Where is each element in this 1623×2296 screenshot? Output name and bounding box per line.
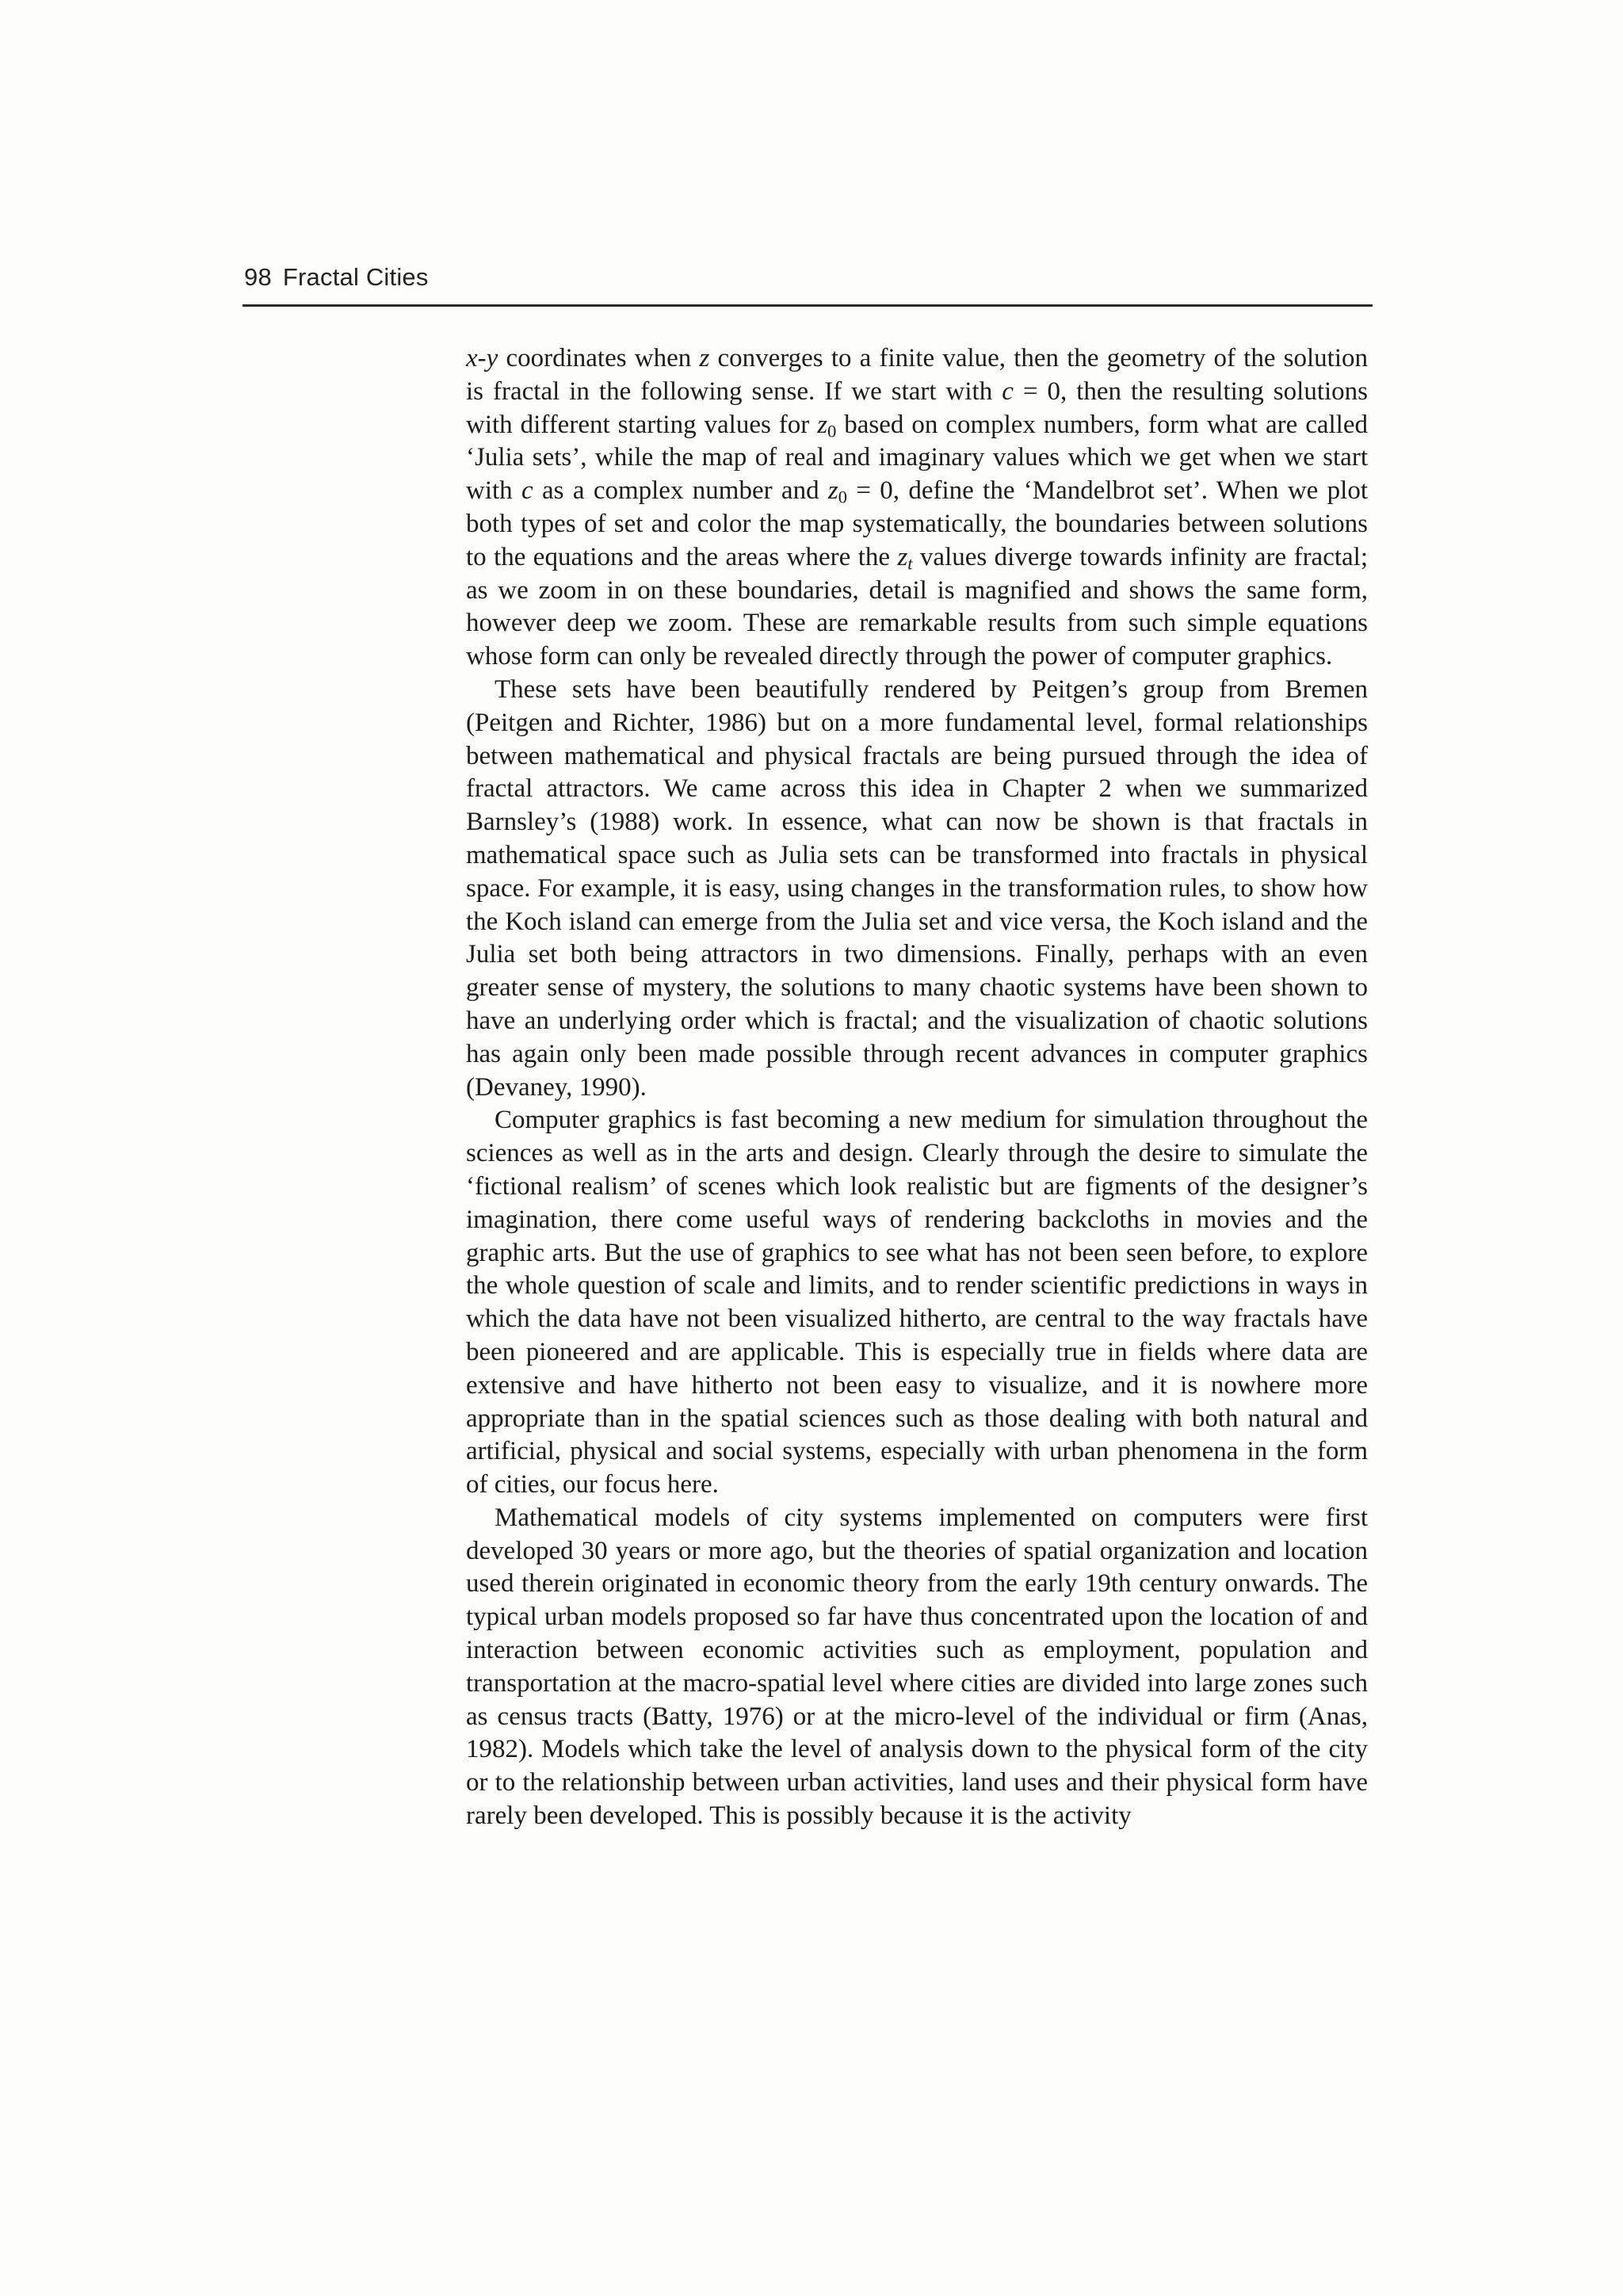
math-variable: c xyxy=(1002,376,1014,406)
running-head xyxy=(244,263,429,292)
math-variable: z xyxy=(897,542,908,571)
text-run: coordinates when xyxy=(498,344,700,372)
text-run: These sets have been beautifully rendered by Peitgen’s group from Bremen (Peitgen and Richter, 1986) but on a more fundamental level, formal relationships between mathematical and physical fractals are being pursued through the idea of fractal attractors. We came across this idea in Chapter 2 when we summarized Barnsley’s (1988) work. In essence, what can now be shown is that fractals in mathematical space such as Julia sets can be transformed into fractals in physical space. For example, it is easy, using changes in the transformation rules, to show how the Koch island can emerge from the Julia set and vice versa, the Koch island and the Julia set both being attractors in two dimensions. Finally, perhaps with an even greater sense of mystery, the solutions to many chaotic systems have been shown to have an underlying order which is fractal; and the visualization of chaotic solutions has again only been made possible through recent advances in computer graphics (Devaney, 1990). xyxy=(466,674,1368,1102)
running-title: Fractal Cities xyxy=(282,263,429,291)
math-variable: z xyxy=(817,410,828,439)
text-run: = 0, define the ‘Mandelbrot set’. When we plot both types of set and color the map systematically, the boundaries between solutions to the equations and the areas where the xyxy=(466,476,1369,571)
text-run: = 0, then the resulting solutions with different starting values for xyxy=(466,376,1368,439)
text-run: Mathematical models of city systems implemented on computers were first developed 30 years or more ago, but the theories of spatial organization and location used therein originated in economic theory from the early 19th century onwards. The typical urban models proposed so far have thus concentrated upon the location of and interaction between economic activities such as employment, population and transportation at the macro-spatial level where cities are divided into large zones such as census tracts (Batty, 1976) or at the micro-level of the individual or firm (Anas, 1982). Models which take the level of analysis down to the physical form of the city or to the relationship between urban activities, land uses and their physical form have rarely been developed. This is possibly because it is the activity xyxy=(466,1503,1368,1831)
text-run: Computer graphics is fast becoming a new medium for simulation throughout the sciences as well as in the arts and design. Clearly through the desire to simulate the ‘fictional realism’ of scenes which look realistic but are figments of the designer’s imagination, there come useful ways of rendering backcloths in movies and the graphic arts. But the use of graphics to see what has not been seen before, to explore the whole question of scale and limits, and to render scientific predictions in ways in which the data have not been visualized hitherto, are central to the way fractals have been pioneered and are applicable. This is especially true in fields where data are extensive and have hitherto not been easy to visualize, and it is nowhere more appropriate than in the spatial sciences such as those dealing with both natural and artificial, physical and social systems, especially with urban phenomena in the form of cities, our focus here. xyxy=(466,1106,1368,1499)
text-run: based on complex numbers, form what are called ‘Julia sets’, while the map of real and imaginary values which we get when we start with xyxy=(466,410,1368,506)
paragraph xyxy=(466,674,1368,1104)
subscript: t xyxy=(907,553,913,574)
page-number: 98 xyxy=(244,263,272,291)
math-variable: z xyxy=(699,344,710,372)
paragraph xyxy=(466,1104,1368,1502)
text-run: converges to a finite value, then the geometry of the solution is fractal in the following sense. If we start with xyxy=(466,344,1369,406)
text-run: values diverge towards infinity are fractal; as we zoom in on these boundaries, detail is magnified and shows the same form, however deep we zoom. These are remarkable results from such simple equations whose form can only be revealed directly through the power of computer graphics. xyxy=(466,542,1369,671)
paragraph xyxy=(466,1502,1368,1833)
math-variable: c xyxy=(521,476,533,506)
subscript: 0 xyxy=(838,487,847,507)
body-text xyxy=(466,342,1368,1833)
paragraph xyxy=(466,342,1368,674)
math-variable: x-y xyxy=(466,344,498,372)
subscript: 0 xyxy=(827,421,837,441)
math-variable: z xyxy=(827,476,838,506)
text-run: as a complex number and xyxy=(533,476,828,506)
header-rule xyxy=(242,304,1373,307)
